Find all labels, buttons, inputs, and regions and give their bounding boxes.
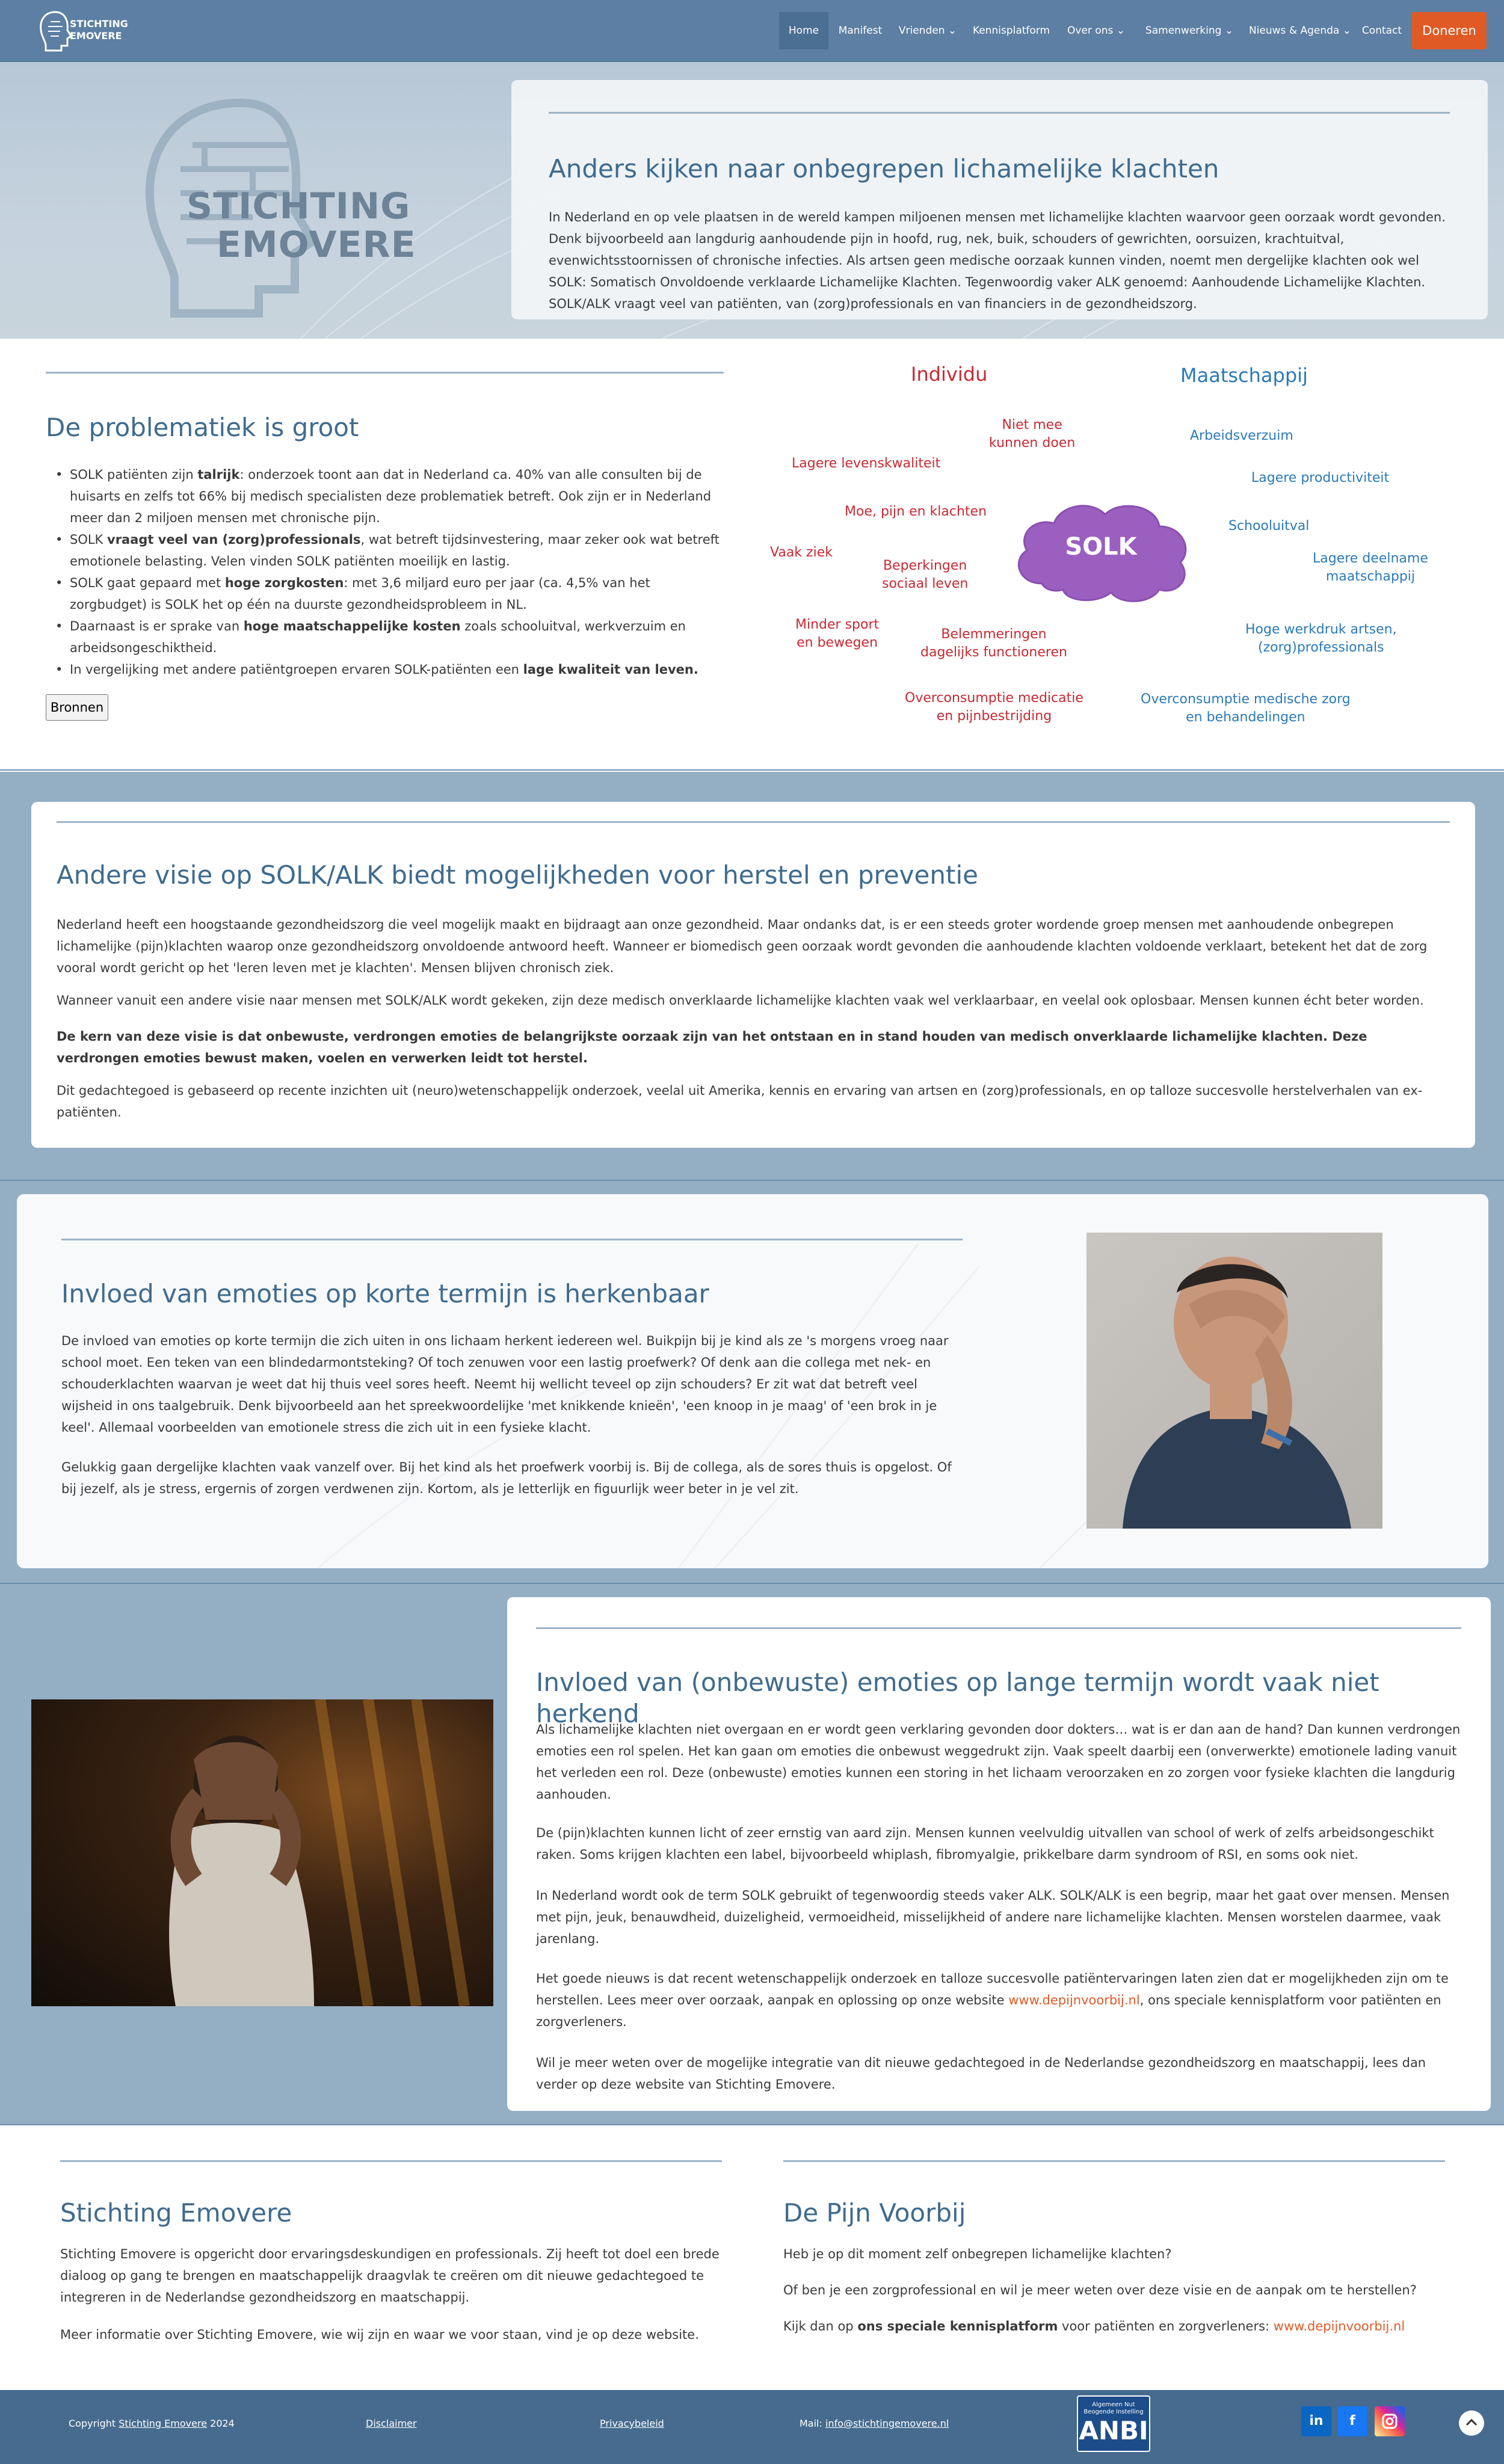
man-headache-photo bbox=[1086, 1233, 1382, 1529]
korte-termijn-card bbox=[17, 1194, 1488, 1568]
diagram-item-schooluitval: Schooluitval bbox=[1228, 519, 1310, 534]
visie-title: Andere visie op SOLK/ALK biedt mogelijkheden voor herstel en preventie bbox=[57, 860, 978, 890]
hero-body: In Nederland en op vele plaatsen in de wereld kampen miljoenen mensen met lichamelijke klachten waarvoor geen oorzaak wordt gevonden. Denk bijvoorbeeld aan langdurig aanhoudende pijn in hoofd, rug, nek, buik, schouders of gewrichten, oorsuizen, krachtuitval, evenwichtsstoornissen of chronische infecties. Als artsen geen medische oorzaak kunnen vinden, noemt men dergelijke klachten ook wel SOLK: Somatisch Onvoldoende verklaarde Lichamelijke Klachten. Tegenwoordig vaker ALK genoemd: Aanhoudende Lichamelijke Klachten. SOLK/ALK vraagt veel van patiënten, van (zorg)professionals en van financiers in de gezondheidszorg. bbox=[549, 210, 1446, 311]
visie-paragraph: Wanneer vanuit een andere visie naar mensen met SOLK/ALK wordt gekeken, zijn deze medisch onverklaarde lichamelijke klachten vaak wel verklaarbaar, en veelal ook oplosbaar. Mensen kunnen écht beter worden. bbox=[57, 993, 1424, 1008]
divider bbox=[61, 1239, 963, 1240]
footer-info-section bbox=[0, 2125, 1504, 2390]
diagram-item-moe-pijn-klachten: Moe, pijn en klachten bbox=[845, 504, 987, 519]
instagram-icon[interactable] bbox=[1375, 2406, 1405, 2436]
korte-termijn-paragraph: De invloed van emoties op korte termijn die zich uiten in ons lichaam herkent iedereen wel. Buikpijn bij je kind als ze 's morgens vroeg naar school moet. Een teken van een blindedarmontsteking? Of toch zenuwen voor een lastig proefwerk? Of denk aan die collega met nek- en schouderklachten waarvan je weet dat hij thuis veel sores heeft. Neemt hij wellicht teveel op zijn schouders? Er zit wat dat betreft veel wijsheid in ons taalgebruik. Denk bijvoorbeeld aan het spreekwoordelijke 'met knikkende knieën', 'een knoop in je maag' of 'een brok in je keel'. Allemaal voorbeelden van emotionele stress die zich uit in een fysieke klacht. bbox=[61, 1334, 949, 1435]
lange-termijn-paragraph: Wil je meer weten over de mogelijke integratie van dit nieuwe gedachtegoed in de Nederlandse gezondheidszorg en maatschappij, lees dan verder op deze website van Stichting Emovere. bbox=[536, 2056, 1426, 2092]
korte-termijn-title: Invloed van emoties op korte termijn is herkenbaar bbox=[61, 1279, 709, 1308]
list-item: • SOLK patiënten zijn talrijk: onderzoek toont aan dat in Nederland ca. 40% van alle consulten bij de huisarts en zelfs tot 66% bij medisch specialisten deze problematiek betreft. Ook zijn er in Nederland meer dan 2 miljoen mensen met chronische pijn. bbox=[48, 464, 722, 529]
lange-termijn-paragraph: Het goede nieuws is dat recent wetenschappelijk onderzoek en talloze succesvolle patiëntervaringen laten zien dat er mogelijkheden zijn om te herstellen. Lees meer over oorzaak, aanpak en oplossing op onze website www.depijnvoorbij.nl, ons speciale kennisplatform voor patiënten en zorgverleners. bbox=[536, 1971, 1449, 2029]
diagram-item-beperkingen-sociaal-leven: Beperkingen sociaal leven bbox=[882, 558, 969, 591]
nav-nieuws-agenda[interactable]: Nieuws & Agenda ⌄ bbox=[1248, 25, 1351, 37]
mail-link[interactable]: info@stichtingemovere.nl bbox=[825, 2418, 949, 2429]
copyright: Copyright Stichting Emovere 2024 bbox=[69, 2418, 235, 2429]
diagram-item-belemmeringen: Belemmeringen dagelijks functioneren bbox=[920, 627, 1067, 660]
copyright-link[interactable]: Stichting Emovere bbox=[119, 2418, 208, 2429]
diagram-item-overconsumptie-zorg: Overconsumptie medische zorg en behandelingen bbox=[1141, 692, 1351, 725]
nav-samenwerking[interactable]: Samenwerking ⌄ bbox=[1145, 25, 1234, 37]
visie-key-paragraph: De kern van deze visie is dat onbewuste, verdrongen emoties de belangrijkste oorzaak zijn van het ontstaan en in stand houden van medisch onverklaarde lichamelijke klachten. Deze verdrongen emoties bewust maken, voelen en verwerken leidt tot herstel. bbox=[57, 1029, 1367, 1065]
divider bbox=[57, 821, 1450, 823]
divider bbox=[536, 1627, 1461, 1629]
divider bbox=[60, 2160, 722, 2162]
lange-termijn-paragraph: Als lichamelijke klachten niet overgaan en er wordt geen verklaring gevonden door dokters… wat is er dan aan de hand? Dan kunnen verdrongen emoties een rol spelen. Het kan gaan om emoties die onbewust weggedrukt zijn. Vaak speelt daarbij een (onverwerkte) emotionele lading vanuit het verleden een rol. Deze (onbewuste) emoties kunnen een storing in het lichaam veroorzaken en zo zorgen voor fysieke klachten die langdurig aanhouden. bbox=[536, 1722, 1461, 1802]
list-item: • SOLK gaat gepaard met hoge zorgkosten: met 3,6 miljard euro per jaar (ca. 4,5% van het zorgbudget) is SOLK het op één na duurste gezondheidsprobleem in NL. bbox=[48, 572, 722, 615]
footer-pijnvoorbij-paragraph: Heb je op dit moment zelf onbegrepen lichamelijke klachten? bbox=[783, 2247, 1172, 2261]
diagram-item-niet-mee-kunnen-doen: Niet mee kunnen doen bbox=[989, 417, 1076, 451]
diagram-item-lagere-levenskwaliteit: Lagere levenskwaliteit bbox=[792, 456, 941, 471]
divider bbox=[46, 372, 724, 374]
diagram-item-lagere-deelname: Lagere deelname maatschappij bbox=[1313, 551, 1428, 584]
lange-termijn-paragraph: De (pijn)klachten kunnen licht of zeer ernstig van aard zijn. Mensen kunnen veelvuldig uitvallen van school of werk of zelfs arbeidsongeschikt raken. Soms krijgen klachten een label, bijvoorbeeld whiplash, fibromyalgie, prikkelbare darm syndroom of RSI, en soms ook niet. bbox=[536, 1826, 1434, 1862]
visie-card bbox=[31, 802, 1475, 1148]
korte-termijn-section bbox=[0, 1181, 1504, 1584]
diagram-item-arbeidsverzuim: Arbeidsverzuim bbox=[1190, 428, 1293, 443]
chevron-up-icon bbox=[1459, 2410, 1484, 2436]
diagram-heading-individu: Individu bbox=[911, 363, 988, 386]
facebook-icon[interactable]: f bbox=[1337, 2406, 1367, 2436]
disclaimer-link[interactable]: Disclaimer bbox=[366, 2418, 417, 2429]
mail-contact: Mail: info@stichtingemovere.nl bbox=[800, 2418, 949, 2429]
diagram-item-hoge-werkdruk: Hoge werkdruk artsen, (zorg)professionals bbox=[1245, 622, 1397, 655]
nav-manifest[interactable]: Manifest bbox=[838, 25, 883, 37]
problematiek-list bbox=[48, 464, 722, 680]
hero-title: Anders kijken naar onbegrepen lichamelijke klachten bbox=[549, 154, 1219, 183]
korte-termijn-paragraph: Gelukkig gaan dergelijke klachten vaak vanzelf over. Bij het kind als het proefwerk voorbij is. Bij de collega, als de sores thuis is opgelost. Of bij jezelf, als je stress, ergernis of zorgen verdwenen zijn. Kortom, als je letterlijk en figuurlijk weer beter in je vel zit. bbox=[61, 1460, 952, 1496]
diagram-heading-maatschappij: Maatschappij bbox=[1180, 364, 1308, 387]
woman-distress-photo bbox=[31, 1699, 493, 2006]
footer-emovere-paragraph: Stichting Emovere is opgericht door ervaringsdeskundigen en professionals. Zij heeft tot doel een brede dialoog op gang te brengen en maatschappelijk draagvlak te creëren om dit nieuwe gedachtegoed te integreren in de Nederlandse gezondheidszorg en maatschappij. bbox=[60, 2247, 720, 2305]
diagram-item-overconsumptie-medicatie: Overconsumptie medicatie en pijnbestrijding bbox=[905, 691, 1083, 724]
site-logo[interactable] bbox=[37, 8, 128, 53]
list-item: • Daarnaast is er sprake van hoge maatschappelijke kosten zoals schooluitval, werkverzuim en arbeidsongeschiktheid. bbox=[48, 615, 722, 659]
list-item: • In vergelijking met andere patiëntgroepen ervaren SOLK-patiënten een lage kwaliteit van leven. bbox=[48, 659, 722, 680]
footer-pijnvoorbij-paragraph: Of ben je een zorgprofessional en wil je meer weten over deze visie en de aanpak om te herstellen? bbox=[783, 2283, 1417, 2297]
scroll-to-top-button[interactable] bbox=[1459, 2410, 1484, 2436]
solk-diagram bbox=[746, 349, 1492, 758]
nav-home[interactable]: Home bbox=[779, 12, 828, 49]
footer-emovere-paragraph: Meer informatie over Stichting Emovere, wie wij zijn en waar we voor staan, vind je op deze website. bbox=[60, 2327, 699, 2342]
site-header bbox=[0, 0, 1504, 62]
problematiek-title: De problematiek is groot bbox=[46, 413, 359, 442]
visie-paragraph: Nederland heeft een hoogstaande gezondheidszorg die veel mogelijk maakt en bijdraagt aan onze gezondheid. Maar ondanks dat, is er een steeds groter wordende groep mensen met aanhoudende onbegrepen lichamelijke (pijn)klachten waarop onze gezondheidszorg onvoldoende antwoord heeft. Wanneer er biomedisch geen oorzaak wordt gevonden die aanhoudende klachten voldoende verklaart, betekent het dat de zorg vooral wordt gericht op het 'leren leven met je klachten'. Mensen blijven chronisch ziek. bbox=[57, 917, 1428, 975]
privacy-link[interactable]: Privacybeleid bbox=[600, 2418, 664, 2429]
hero-logo bbox=[126, 91, 416, 319]
visie-section bbox=[0, 772, 1504, 1181]
depijnvoorbij-link[interactable]: www.depijnvoorbij.nl bbox=[1273, 2319, 1405, 2333]
list-item: • SOLK vraagt veel van (zorg)professionals, wat betreft tijdsinvestering, maar zeker ook wat betreft emotionele belasting. Velen vinden SOLK patiënten moeilijk en lastig. bbox=[48, 529, 722, 572]
bronnen-button[interactable]: Bronnen bbox=[46, 694, 108, 721]
diagram-item-lagere-productiviteit: Lagere productiviteit bbox=[1251, 470, 1390, 485]
nav-kennisplatform[interactable]: Kennisplatform bbox=[972, 25, 1050, 37]
nav-over-ons[interactable]: Over ons ⌄ bbox=[1067, 25, 1125, 37]
diagram-item-vaak-ziek: Vaak ziek bbox=[770, 545, 833, 560]
head-maze-icon bbox=[37, 8, 73, 53]
divider bbox=[549, 112, 1450, 114]
depijnvoorbij-link[interactable]: www.depijnvoorbij.nl bbox=[1008, 1993, 1140, 2007]
hero-section bbox=[0, 62, 1504, 339]
hero-logo-text: STICHTING EMOVERE bbox=[186, 185, 416, 266]
diagram-center-label: SOLK bbox=[1065, 533, 1137, 561]
footer-emovere-title: Stichting Emovere bbox=[60, 2198, 292, 2228]
visie-paragraph: Dit gedachtegoed is gebaseerd op recente inzichten uit (neuro)wetenschappelijk onderzoek, veelal uit Amerika, kennis en ervaring van artsen en (zorg)professionals, en op talloze succesvolle herstelverhalen van ex-patiënten. bbox=[57, 1083, 1423, 1120]
anbi-badge: Algemeen Nut Beogende Instelling ANBI bbox=[1077, 2395, 1150, 2452]
lange-termijn-card bbox=[507, 1597, 1491, 2111]
diagram-item-minder-sport: Minder sport en bewegen bbox=[795, 617, 880, 650]
footer-pijnvoorbij-paragraph: Kijk dan op ons speciale kennisplatform voor patiënten en zorgverleners: www.depijnvoorbij.nl bbox=[783, 2319, 1405, 2333]
footer-pijnvoorbij-title: De Pijn Voorbij bbox=[783, 2198, 966, 2228]
lange-termijn-title: Invloed van (onbewuste) emoties op lange termijn wordt vaak niet herkend bbox=[536, 1668, 1379, 1728]
logo-text: STICHTING EMOVERE bbox=[70, 18, 128, 42]
woman-distress-illustration bbox=[31, 1699, 493, 2006]
nav-contact[interactable]: Contact bbox=[1361, 25, 1402, 37]
donate-button[interactable]: Doneren bbox=[1412, 12, 1487, 49]
lange-termijn-section bbox=[0, 1584, 1504, 2125]
lange-termijn-paragraph: In Nederland wordt ook de term SOLK gebruikt of tegenwoordig steeds vaker ALK. SOLK/ALK is een begrip, maar het gaat over mensen. Mensen met pijn, jeuk, benauwdheid, duizeligheid, vermoeidheid, misselijkheid of andere nare lichamelijke klachten. Mensen worstelen daarmee, vaak jarenlang. bbox=[536, 1888, 1450, 1946]
man-headache-illustration bbox=[1086, 1233, 1382, 1529]
nav-vrienden[interactable]: Vrienden ⌄ bbox=[898, 25, 957, 37]
linkedin-icon[interactable]: in bbox=[1301, 2406, 1331, 2436]
divider bbox=[783, 2160, 1445, 2162]
hero-intro-card bbox=[511, 80, 1488, 319]
